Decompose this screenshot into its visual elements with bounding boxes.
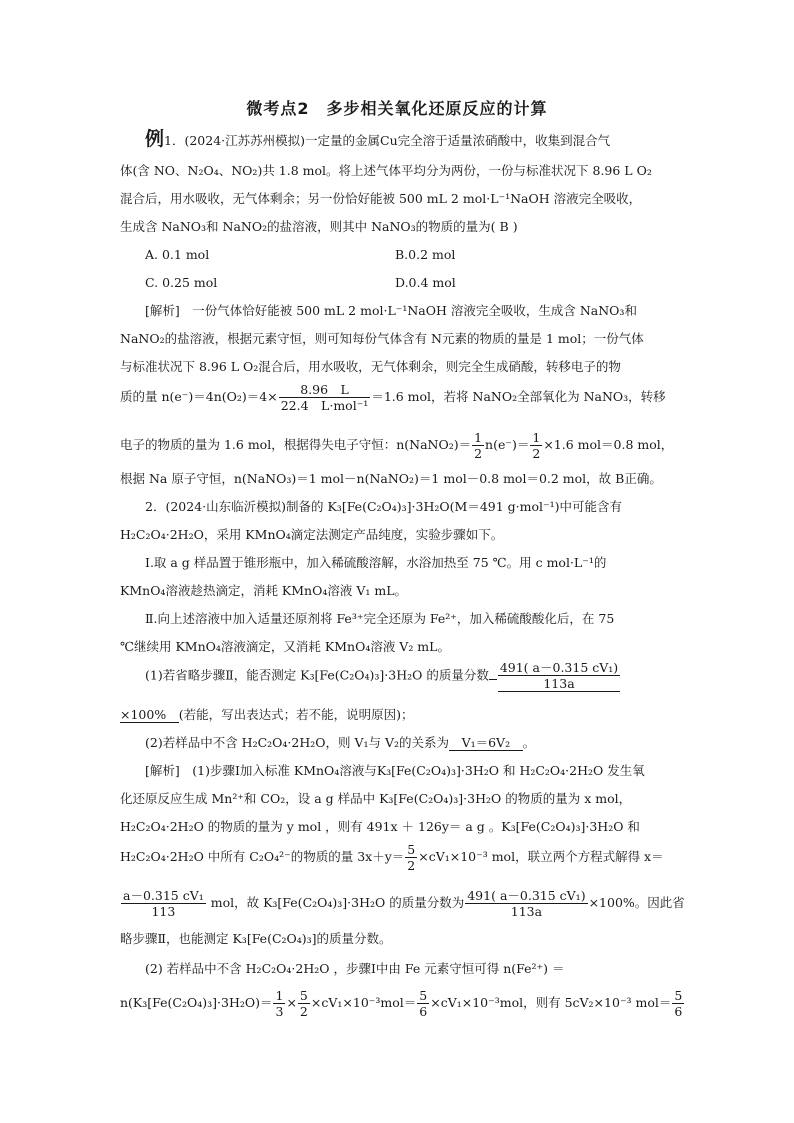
a2-line-3: H₂C₂O₄·2H₂O 的物质的量为 y mol ，则有 491x ＋ 126y＝ a g 。K₃[Fe(C₂O₄)₃]·3H₂O 和 bbox=[120, 819, 640, 834]
fraction: $\frac{8.96 L}{\text{22.4 L·mol⁻¹}}$ bbox=[280, 382, 369, 413]
q1-option-c: C. 0.25 mol bbox=[145, 275, 218, 290]
q1-option-b: B.0.2 mol bbox=[395, 247, 456, 262]
q2-line-2: H₂C₂O₄·2H₂O，采用 KMnO₄滴定法测定产品纯度，实验步骤如下。 bbox=[120, 527, 504, 542]
q1-line-1: 例1．(2024·江苏苏州模拟)一定量的金属Cu完全溶于适量浓硝酸中，收集到混合气 bbox=[145, 128, 611, 150]
answer-fraction: $\frac{\text{491( a－0.315 cV₁)}}{113a}$ bbox=[499, 660, 619, 691]
a1-line-1: [解析] 一份气体恰好能被 500 mL 2 mol·L⁻¹NaOH 溶液完全吸收，生成含 NaNO₃和 bbox=[145, 303, 637, 318]
fraction: $\frac{\text{a－0.315 cV₁}}{113}$ bbox=[123, 888, 204, 919]
fraction: $\frac{\text{491( a－0.315 cV₁)}}{113a}$ bbox=[467, 888, 586, 919]
q1-option-a: A. 0.1 mol bbox=[145, 247, 210, 262]
q1-line-2: 体(含 NO、N₂O₄、NO₂)共 1.8 mol。将上述气体平均分为两份，一份与标准状况下 8.96 L O₂ bbox=[120, 163, 652, 178]
a1-line-4: 质的量 n(e⁻)＝4n(O₂)＝4× $\frac{8.96 L}{\text{22.4 L·mol⁻¹}}$ ＝1.6 mol，若将 NaNO₂全部氧化为 NaNO₃，转移 bbox=[120, 382, 666, 413]
q2-part2: (2)若样品中不含 H₂C₂O₄·2H₂O，则 V₁与 V₂的关系为 V₁＝6V₂ 。 bbox=[145, 735, 536, 750]
a2-line-6: 略步骤Ⅱ，也能测定 K₃[Fe(C₂O₄)₃]的质量分数。 bbox=[120, 931, 392, 946]
a2-line-4: H₂C₂O₄·2H₂O 中所有 C₂O₄²⁻的物质的量 3x＋y＝ $\frac{5}{2}$ ×cV₁×10⁻³ mol，联立两个方程式解得 x＝ bbox=[120, 842, 664, 873]
q2-part1: (1)若省略步骤Ⅱ，能否测定 K₃[Fe(C₂O₄)₃]·3H₂O 的质量分数 $\frac{\text{491( a－0.315 cV₁)}}{113a}$ bbox=[145, 660, 619, 691]
fraction-half: $\frac{1}{2}$ bbox=[474, 430, 483, 461]
q2-step2-b: ℃继续用 KMnO₄溶液滴定，又消耗 KMnO₄溶液 V₂ mL。 bbox=[120, 639, 450, 654]
q1-line-3: 混合后，用水吸收，无气体剩余；另一份恰好能被 500 mL 2 mol·L⁻¹NaOH 溶液完全吸收， bbox=[120, 191, 642, 206]
fraction: $\frac{5}{2}$ bbox=[407, 842, 416, 873]
q2-step1-b: KMnO₄溶液趁热滴定，消耗 KMnO₄溶液 V₁ mL。 bbox=[120, 583, 408, 598]
a1-line-2: NaNO₂的盐溶液，根据元素守恒，则可知每份气体含有 N元素的物质的量是 1 mol；一份气体 bbox=[120, 331, 644, 346]
a2-line-7: (2) 若样品中不含 H₂C₂O₄·2H₂O ，步骤Ⅰ中由 Fe 元素守恒可得 n(Fe²⁺) ＝ bbox=[145, 961, 565, 976]
fraction-half: $\frac{1}{2}$ bbox=[532, 430, 541, 461]
q2-line-1: 2．(2024·山东临沂模拟)制备的 K₃[Fe(C₂O₄)₃]·3H₂O(M＝491 g·mol⁻¹)中可能含有 bbox=[145, 499, 622, 514]
a1-line-6: 根据 Na 原子守恒，n(NaNO₃)＝1 mol－n(NaNO₂)＝1 mol－0.8 mol＝0.2 mol，故 B正确。 bbox=[120, 471, 662, 486]
a1-line-3: 与标准状况下 8.96 L O₂混合后，用水吸收，无气体剩余，则完全生成硝酸，转移电子的物 bbox=[120, 359, 621, 374]
q2-part1-cont: ×100% (若能，写出表达式；若不能，说明原因)； bbox=[120, 707, 414, 722]
fraction: $\frac{5}{2}$ bbox=[299, 988, 308, 1019]
example-label: 例 bbox=[145, 128, 165, 150]
q1-option-d: D.0.4 mol bbox=[395, 275, 456, 290]
a2-line-2: 化还原反应生成 Mn²⁺和 CO₂，设 a g 样品中 K₃[Fe(C₂O₄)₃]·3H₂O 的物质的量为 x mol， bbox=[120, 791, 632, 806]
q2-step1-a: Ⅰ.取 a g 样品置于锥形瓶中，加入稀硫酸溶解，水浴加热至 75 ℃。用 c mol·L⁻¹的 bbox=[145, 555, 607, 570]
a2-line-5: $\frac{\text{a－0.315 cV₁}}{113}$ mol，故 K₃[Fe(C₂O₄)₃]·3H₂O 的质量分数为 $\frac{\text{491( a－0.315 cV₁)}}{113a}$ ×100%。因此省 bbox=[123, 888, 685, 919]
a1-line-5: 电子的物质的量为 1.6 mol，根据得失电子守恒：n(NaNO₂)＝ $\frac{1}{2}$ n(e⁻)＝ $\frac{1}{2}$ ×1.6 mol＝0.8 mol， bbox=[120, 430, 674, 461]
q2-step2-a: Ⅱ.向上述溶液中加入适量还原剂将 Fe³⁺完全还原为 Fe²⁺，加入稀硫酸酸化后，在 75 bbox=[145, 611, 615, 626]
page-title: 微考点2 多步相关氧化还原反应的计算 bbox=[246, 99, 548, 118]
fraction: $\frac{1}{3}$ bbox=[275, 988, 284, 1019]
q1-line-4: 生成含 NaNO₃和 NaNO₂的盐溶液，则其中 NaNO₃的物质的量为( B ) bbox=[120, 219, 518, 234]
a2-line-8: n(K₃[Fe(C₂O₄)₃]·3H₂O)＝ $\frac{1}{3}$ × $\frac{5}{2}$ ×cV₁×10⁻³mol＝ $\frac{5}{6}$ ×cV₁×10⁻³mol，则有 5cV₂×10⁻³ mol＝ $\frac{5}{6}$ bbox=[120, 988, 683, 1019]
fraction: $\frac{5}{6}$ bbox=[674, 988, 683, 1019]
a2-line-1: [解析] (1)步骤Ⅰ加入标准 KMnO₄溶液与K₃[Fe(C₂O₄)₃]·3H₂O 和 H₂C₂O₄·2H₂O 发生氧 bbox=[145, 763, 645, 778]
fraction: $\frac{5}{6}$ bbox=[419, 988, 428, 1019]
